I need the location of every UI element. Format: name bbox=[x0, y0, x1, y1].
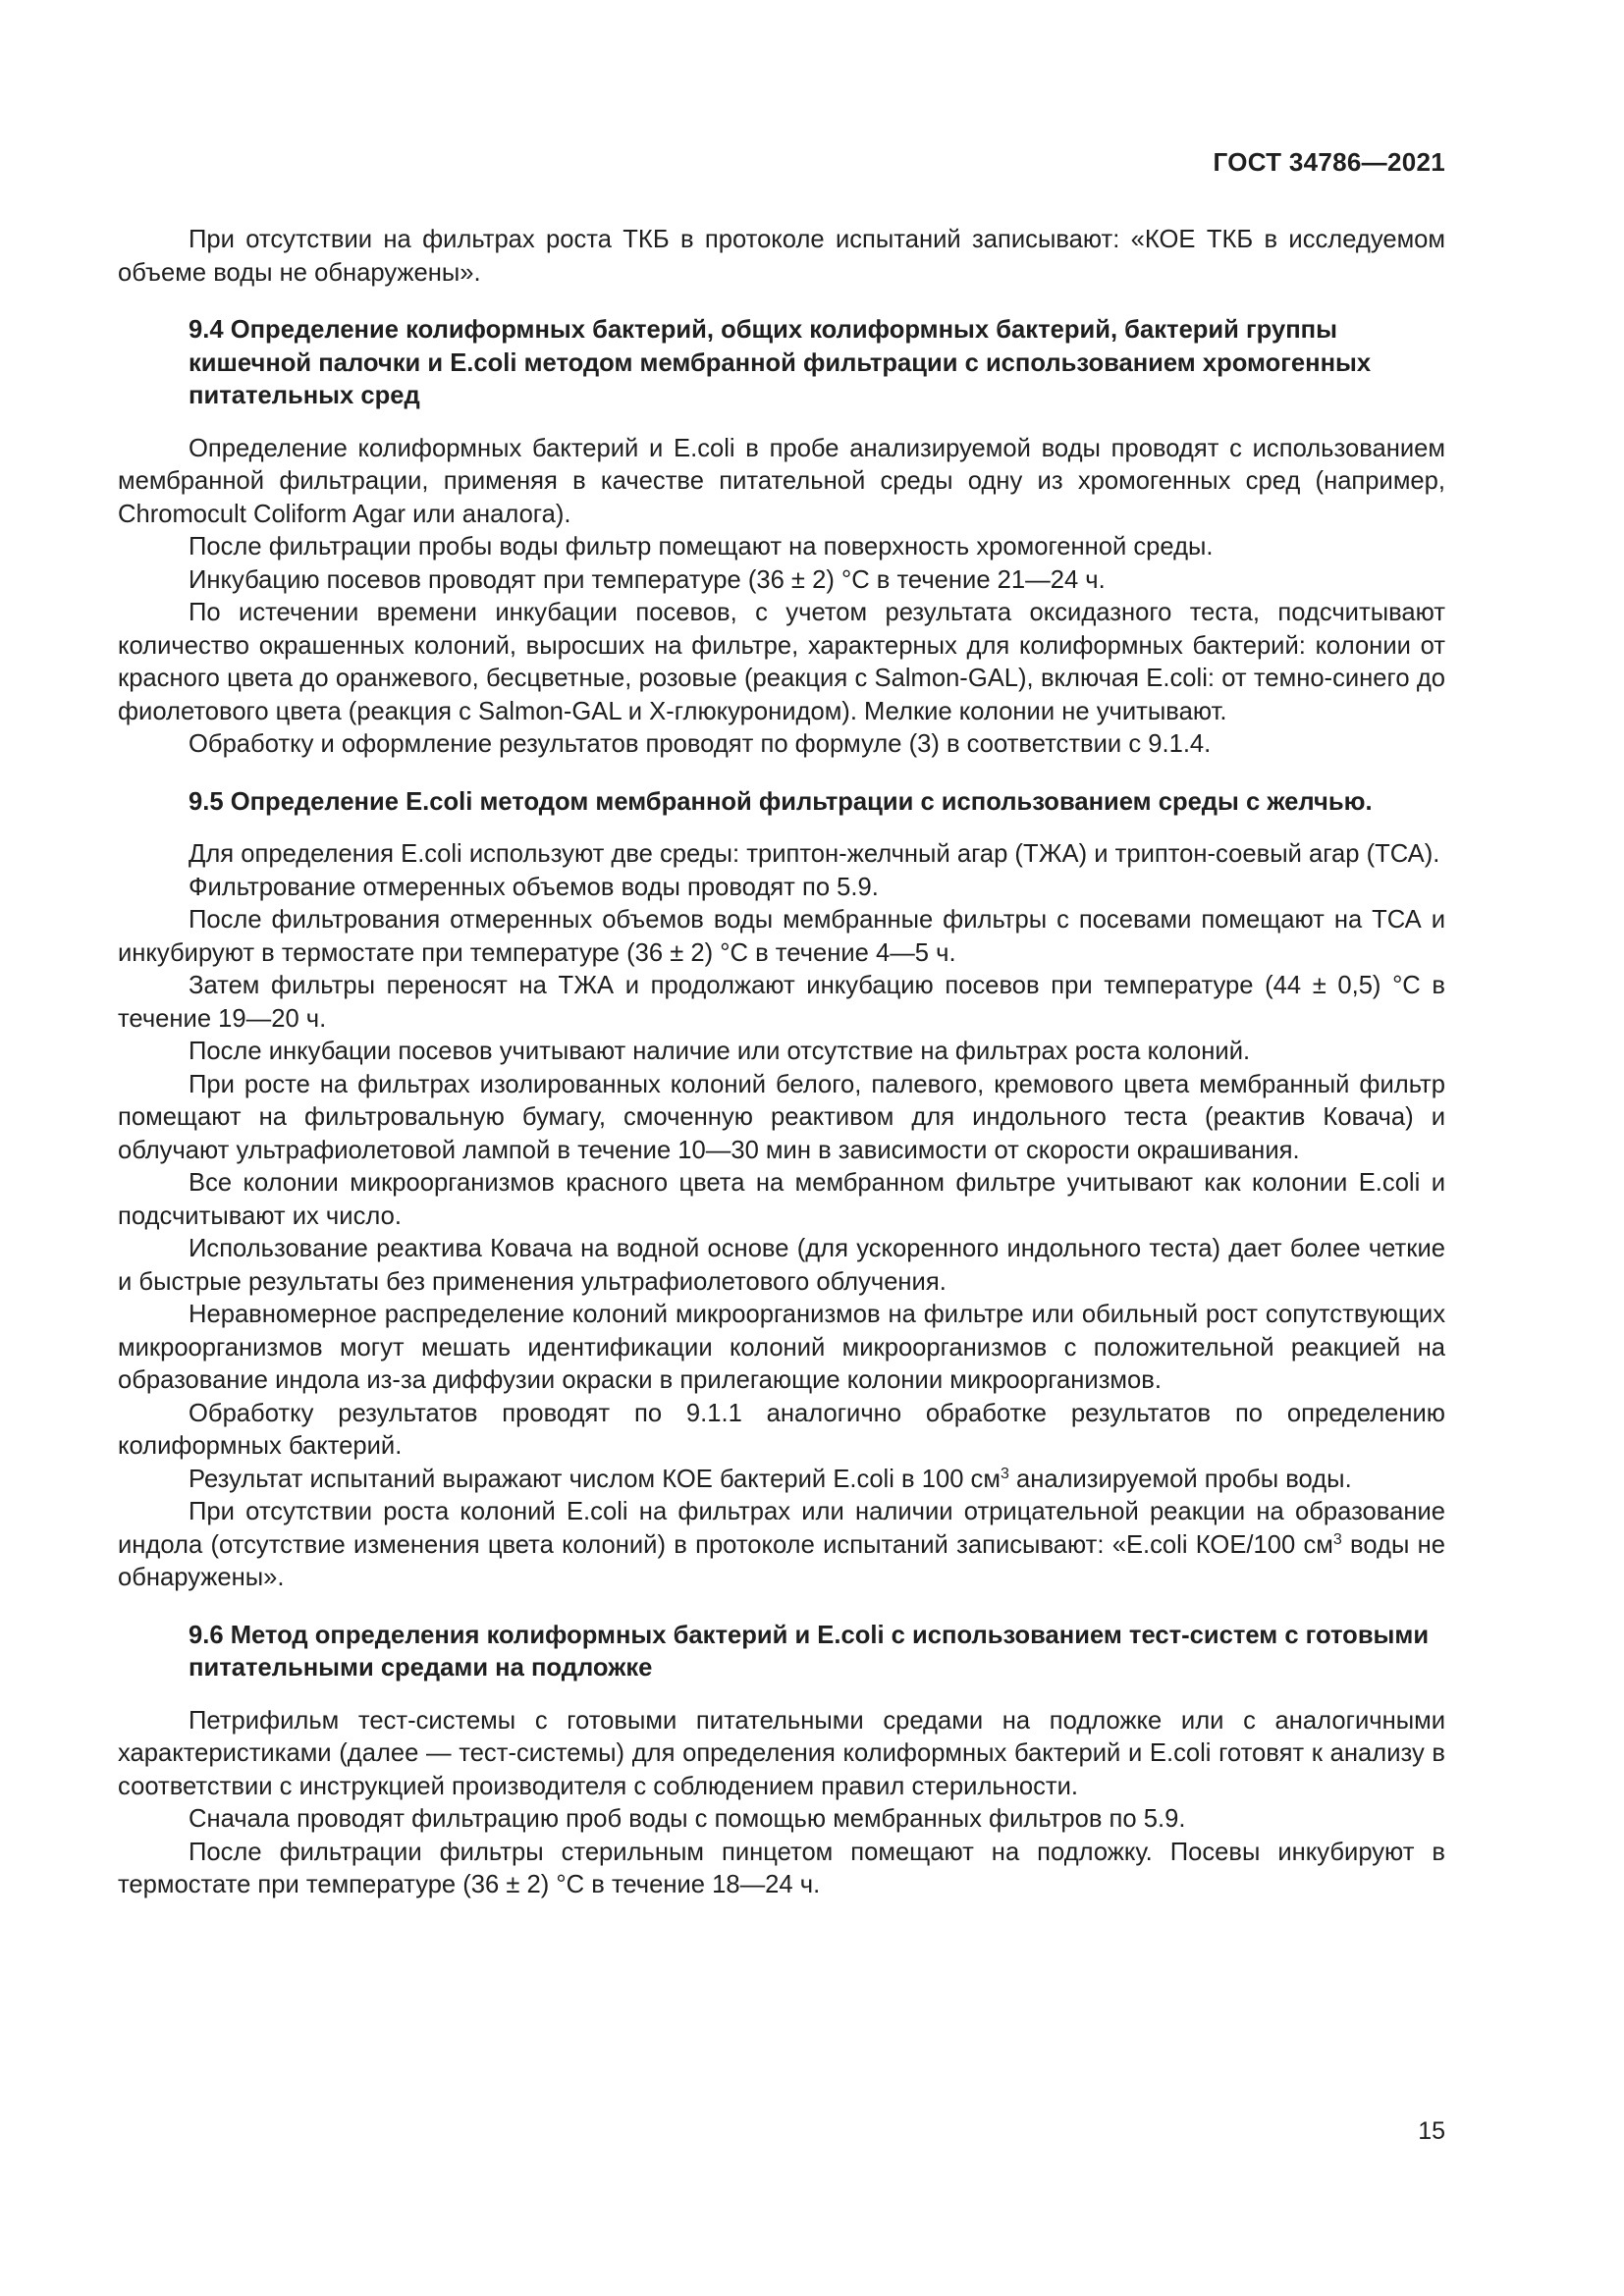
section-9-5-paragraph: Для определения E.coli используют две среды: триптон-желчный агар (ТЖА) и триптон-соевый агар (ТСА). bbox=[189, 840, 1440, 868]
section-9-4-paragraph: Инкубацию посевов проводят при температуре (36 ± 2) °С в течение 21—24 ч. bbox=[189, 565, 1106, 594]
section-9-5-paragraph: После фильтрования отмеренных объемов воды мембранные фильтры с посевами помещают на ТСА и инкубируют в термостате при температуре (36 ± 2) °С в течение 4—5 ч. bbox=[118, 906, 1445, 967]
section-9-4-heading: 9.4 Определение колиформных бактерий, общих колиформных бактерий, бактерий группы кишечной палочки и E.coli методом мембранной фильтрации с использованием хромогенных питательных сред bbox=[189, 316, 1372, 409]
section-9-5-paragraph: Использование реактива Ковача на водной основе (для ускоренного индольного теста) дает более четкие и быстрые результаты без применения ультрафиолетового облучения. bbox=[118, 1235, 1445, 1296]
section-9-5-absence-paragraph bbox=[118, 1496, 1445, 1595]
section-9-6-paragraph: Сначала проводят фильтрацию проб воды с помощью мембранных фильтров по 5.9. bbox=[189, 1805, 1186, 1833]
section-9-5-paragraph: Все колонии микроорганизмов красного цвета на мембранном фильтре учитывают как колонии E.coli и подсчитывают их число. bbox=[118, 1169, 1445, 1230]
page-number: 15 bbox=[1418, 2117, 1445, 2145]
document-code: ГОСТ 34786—2021 bbox=[1213, 147, 1445, 177]
result-text-start: Результат испытаний выражают числом КОЕ бактерий E.coli в 100 см bbox=[189, 1465, 1001, 1493]
section-9-5-result-paragraph bbox=[118, 1464, 1445, 1497]
section-9-4-paragraph: После фильтрации пробы воды фильтр помещают на поверхность хромогенной среды. bbox=[189, 533, 1214, 561]
section-9-5-paragraph: После инкубации посевов учитывают наличие или отсутствие на фильтрах роста колоний. bbox=[189, 1038, 1251, 1065]
section-9-4-paragraph: Определение колиформных бактерий и E.coli в пробе анализируемой воды проводят с использованием мембранной фильтрации, применяя в качестве питательной среды одну из хромогенных сред (например, Chromocult Coliform Agar или аналога). bbox=[118, 434, 1445, 528]
section-9-5-paragraph: Фильтрование отмеренных объемов воды проводят по 5.9. bbox=[189, 873, 879, 901]
intro-paragraph: При отсутствии на фильтрах роста ТКБ в протоколе испытаний записывают: «КОЕ ТКБ в исследуемом объеме воды не обнаружены». bbox=[118, 226, 1445, 287]
section-9-5-paragraph: Обработку результатов проводят по 9.1.1 аналогично обработке результатов по определению колиформных бактерий. bbox=[118, 1399, 1445, 1460]
section-9-6-heading: 9.6 Метод определения колиформных бактерий и E.coli с использованием тест-систем с готовыми питательными средами на подложке bbox=[189, 1621, 1430, 1682]
absence-text-start: При отсутствии роста колоний E.coli на фильтрах или наличии отрицательной реакции на образование индола (отсутствие изменения цвета колоний) в протоколе испытаний записывают: «E.coli КОЕ/100 см bbox=[118, 1498, 1445, 1559]
section-9-5-paragraph: Неравномерное распределение колоний микроорганизмов на фильтре или обильный рост сопутствующих микроорганизмов могут мешать идентификации колоний микроорганизмов с положительной реакцией на образование индола из-за диффузии окраски в прилегающие колонии микроорганизмов. bbox=[118, 1301, 1445, 1394]
section-9-5-heading: 9.5 Определение E.coli методом мембранной фильтрации с использованием среды с желчью. bbox=[189, 787, 1373, 816]
result-text-end: анализируемой пробы воды. bbox=[1008, 1465, 1352, 1493]
absence-text-end: воды не обнаружены». bbox=[118, 1530, 1445, 1591]
cubic-superscript: 3 bbox=[1332, 1530, 1342, 1548]
page-content bbox=[118, 224, 1445, 1902]
section-9-5-paragraph: При росте на фильтрах изолированных колоний белого, палевого, кремового цвета мембранный фильтр помещают на фильтровальную бумагу, смоченную реактивом для индольного теста (реактив Ковача) и облучают ультрафиолетовой лампой в течение 10—30 мин в зависимости от скорости окрашивания. bbox=[118, 1070, 1445, 1164]
section-9-4-paragraph: Обработку и оформление результатов проводят по формуле (3) в соответствии с 9.1.4. bbox=[189, 730, 1212, 758]
cubic-superscript: 3 bbox=[1000, 1465, 1009, 1482]
section-9-5-paragraph: Затем фильтры переносят на ТЖА и продолжают инкубацию посевов при температуре (44 ± 0,5) °С в течение 19—20 ч. bbox=[118, 972, 1445, 1033]
section-9-6-paragraph: Петрифильм тест-системы с готовыми питательными средами на подложке или с аналогичными характеристиками (далее — тест-системы) для определения колиформных бактерий и E.coli готовят к анализу в соответствии с инструкцией производителя с соблюдением правил стерильности. bbox=[118, 1706, 1445, 1800]
section-9-4-paragraph: По истечении времени инкубации посевов, с учетом результата оксидазного теста, подсчитывают количество окрашенных колоний, выросших на фильтре, характерных для колиформных бактерий: колонии от красного цвета до оранжевого, бесцветные, розовые (реакция с Salmon-GAL), включая E.coli: от темно-синего до фиолетового цвета (реакция с Salmon-GAL и X-глюкуронидом). Мелкие колонии не учитывают. bbox=[118, 599, 1445, 725]
section-9-6-paragraph: После фильтрации фильтры стерильным пинцетом помещают на подложку. Посевы инкубируют в термостате при температуре (36 ± 2) °С в течение 18—24 ч. bbox=[118, 1838, 1445, 1898]
